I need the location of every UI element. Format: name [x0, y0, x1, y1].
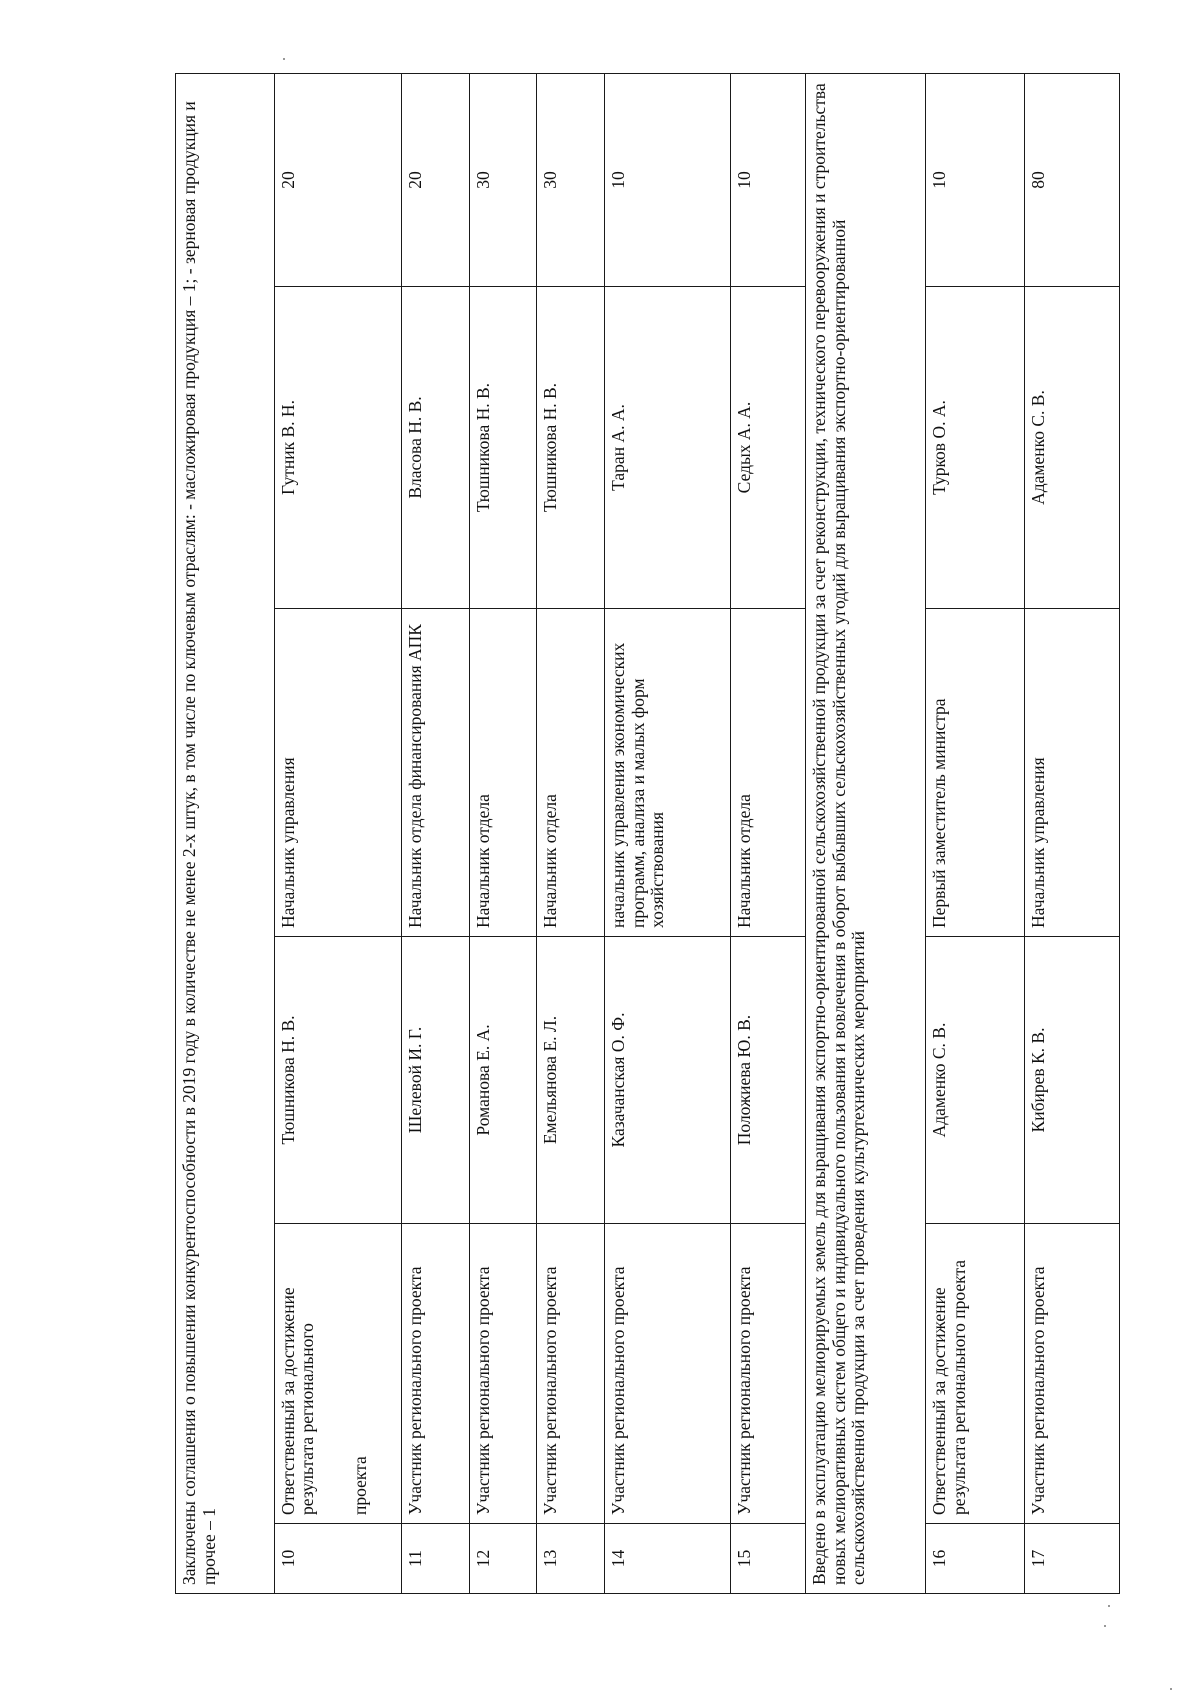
head-cell: Тюшникова Н. В.	[470, 287, 537, 609]
table-row	[730, 73, 805, 1593]
role-cell: Участник регионального проекта	[730, 1224, 805, 1524]
position-cell: Начальник отдела	[470, 609, 537, 937]
value-cell: 20	[274, 73, 347, 286]
scan-speck	[283, 58, 285, 60]
row-number: 11	[402, 1524, 470, 1594]
value-cell: 80	[1025, 73, 1120, 286]
person-cell	[347, 937, 402, 1224]
position-cell	[347, 609, 402, 937]
head-cell: Тюшникова Н. В.	[537, 287, 605, 609]
position-cell: Начальник управления	[274, 609, 347, 937]
table-row	[1025, 73, 1120, 1593]
value-cell: 30	[537, 73, 605, 286]
row-number: 12	[470, 1524, 537, 1594]
person-cell: Шелевой И. Г.	[402, 937, 470, 1224]
position-cell: Начальник управления	[1025, 609, 1120, 937]
value-cell: 30	[470, 73, 537, 286]
person-cell: Кибирев К. В.	[1025, 937, 1120, 1224]
table-row	[537, 73, 605, 1593]
person-cell: Емельянова Е. Л.	[537, 937, 605, 1224]
table-row	[470, 73, 537, 1593]
value-cell	[347, 73, 402, 286]
person-cell: Казачанская О. Ф.	[605, 937, 731, 1224]
table-row	[605, 73, 731, 1593]
value-cell: 10	[605, 73, 731, 286]
table-row	[926, 73, 1025, 1593]
section-header-land-reclamation: Введено в эксплуатацию мелиорируемых земель для выращивания экспортно-ориентированной сельскохозяйственной продукции за счет реконструкции, технического перевооружения и строительства новых мелиоративных систем общего и индивидуального пользования и вовлечения в оборот выбывших сельскохозяйственных угодий для выращивания экспортно-ориентированной сельскохозяйственной продукции за счет проведения культуртехнических мероприятий	[805, 73, 925, 1593]
role-cell: Участник регионального проекта	[605, 1224, 731, 1524]
row-number: 10	[274, 1524, 347, 1594]
role-cell: Ответственный за достижение результата регионального проекта	[926, 1224, 1025, 1524]
head-cell: Таран А. А.	[605, 287, 731, 609]
scan-speck	[1108, 1605, 1110, 1607]
table-row	[347, 73, 402, 1593]
position-cell: Первый заместитель министра	[926, 609, 1025, 937]
person-cell: Адаменко С. В.	[926, 937, 1025, 1224]
value-cell: 20	[402, 73, 470, 286]
head-cell: Гутник В. Н.	[274, 287, 347, 609]
person-cell: Тюшникова Н. В.	[274, 937, 347, 1224]
value-cell: 10	[730, 73, 805, 286]
rotated-table-content	[175, 74, 1120, 1594]
role-cell: Участник регионального проекта	[537, 1224, 605, 1524]
position-cell: начальник управления экономических программ, анализа и малых форм хозяйствования	[605, 609, 731, 937]
row-number	[347, 1524, 402, 1594]
role-cell: Участник регионального проекта	[470, 1224, 537, 1524]
head-cell: Седых А. А.	[730, 287, 805, 609]
position-cell: Начальник отдела	[537, 609, 605, 937]
head-cell: Власова Н. В.	[402, 287, 470, 609]
position-cell: Начальник отдела	[730, 609, 805, 937]
row-number: 16	[926, 1524, 1025, 1594]
head-cell: Турков О. А.	[926, 287, 1025, 609]
rotated-table-frame	[175, 74, 1120, 1594]
head-cell	[347, 287, 402, 609]
table-row	[274, 73, 347, 1593]
person-cell: Положиева Ю. В.	[730, 937, 805, 1224]
role-cell: проекта	[347, 1224, 402, 1524]
scan-speck	[1170, 1688, 1172, 1690]
row-number: 17	[1025, 1524, 1120, 1594]
table-row	[402, 73, 470, 1593]
person-cell: Романова Е. А.	[470, 937, 537, 1224]
scan-speck	[1104, 1625, 1106, 1627]
role-cell: Ответственный за достижение результата регионального	[274, 1224, 347, 1524]
section-header-agreements: Заключены соглашения о повышении конкурентоспособности в 2019 году в количестве не менее 2-х штук, в том числе по ключевым отраслям: - масложировая продукция – 1; - зерновая продукция и прочее – 1	[176, 73, 275, 1593]
value-cell: 10	[926, 73, 1025, 286]
row-number: 14	[605, 1524, 731, 1594]
position-cell: Начальник отдела финансирования АПК	[402, 609, 470, 937]
role-cell: Участник регионального проекта	[1025, 1224, 1120, 1524]
head-cell: Адаменко С. В.	[1025, 287, 1120, 609]
row-number: 13	[537, 1524, 605, 1594]
project-participants-table	[175, 73, 1120, 1594]
role-cell: Участник регионального проекта	[402, 1224, 470, 1524]
row-number: 15	[730, 1524, 805, 1594]
